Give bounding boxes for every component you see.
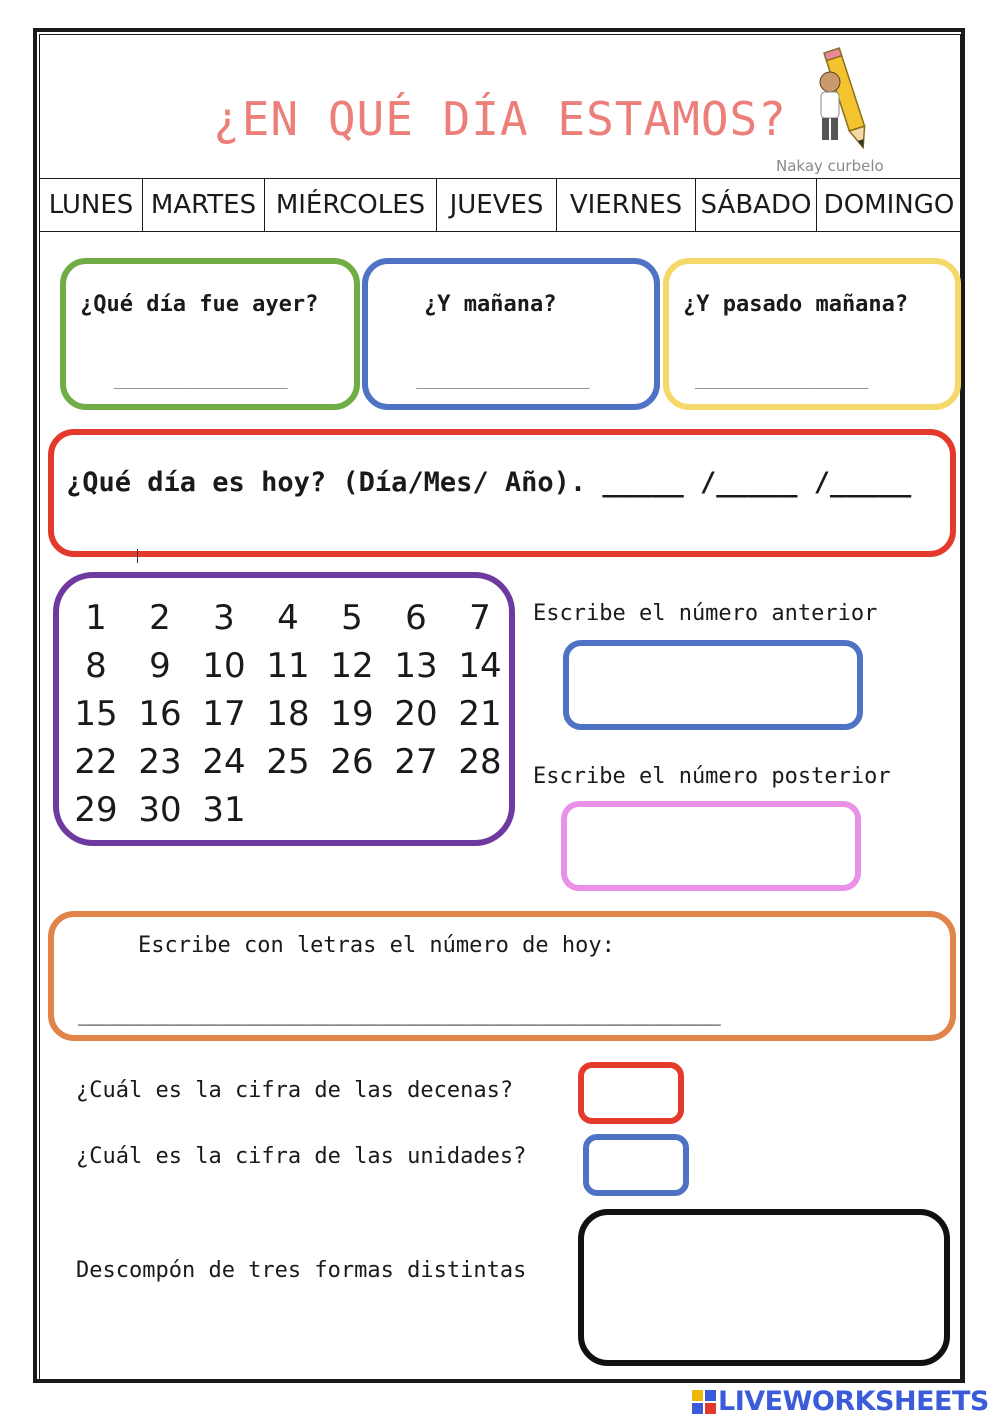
ayer-question: ¿Qué día fue ayer? [80,292,319,317]
day-miercoles[interactable]: MIÉRCOLES [265,179,437,231]
day-viernes[interactable]: VIERNES [557,179,696,231]
manana-answer-line[interactable]: ____________________ [416,370,589,389]
unidades-answer-box[interactable] [583,1134,689,1196]
calendar-day[interactable]: 16 [138,694,182,734]
pasado-question: ¿Y pasado mañana? [683,292,909,317]
calendar-day[interactable]: 4 [277,598,299,638]
calendar-row [64,790,512,838]
day-martes[interactable]: MARTES [143,179,265,231]
calendar-day[interactable]: 15 [74,694,118,734]
descompon-answer-box[interactable] [578,1209,950,1366]
calendar-day[interactable]: 10 [202,646,246,686]
manana-box [362,258,660,410]
author-credit: Nakay curbelo [776,157,884,175]
decenas-question: ¿Cuál es la cifra de las decenas? [76,1078,514,1103]
calendar-day[interactable]: 19 [330,694,374,734]
calendar-day[interactable]: 11 [266,646,310,686]
calendar-row [64,694,512,742]
calendar-day[interactable]: 6 [405,598,427,638]
calendar-day[interactable]: 23 [138,742,182,782]
calendar-day[interactable]: 22 [74,742,118,782]
hoy-box [48,429,956,557]
letras-answer-line[interactable]: ____________________________________________________ [78,1001,720,1026]
posterior-answer-box[interactable] [561,801,861,891]
letras-box [48,911,956,1041]
calendar-row [64,742,512,790]
pasado-answer-line[interactable]: ____________________ [695,370,868,389]
calendar-day[interactable]: 31 [202,790,246,830]
hoy-question[interactable]: ¿Qué día es hoy? (Día/Mes/ Año). _____ /_____ /_____ [66,467,912,498]
anterior-label: Escribe el número anterior [533,601,878,626]
calendar-day[interactable]: 12 [330,646,374,686]
calendar-day[interactable]: 27 [394,742,438,782]
anterior-answer-box[interactable] [563,640,863,730]
calendar-day[interactable]: 30 [138,790,182,830]
text-cursor [137,549,138,563]
day-lunes[interactable]: LUNES [40,179,143,231]
calendar-day[interactable]: 7 [469,598,491,638]
decenas-answer-box[interactable] [578,1062,684,1124]
calendar-day[interactable]: 24 [202,742,246,782]
calendar-day[interactable]: 25 [266,742,310,782]
calendar-day[interactable]: 13 [394,646,438,686]
calendar-day[interactable]: 1 [85,598,107,638]
calendar-day[interactable]: 20 [394,694,438,734]
pasado-box [663,258,961,410]
day-sabado[interactable]: SÁBADO [696,179,817,231]
calendar-day[interactable]: 21 [458,694,502,734]
descompon-label: Descompón de tres formas distintas [76,1258,527,1283]
calendar-day[interactable]: 26 [330,742,374,782]
weekdays-row [40,178,962,232]
unidades-question: ¿Cuál es la cifra de las unidades? [76,1144,527,1169]
pencil-mascot-icon [808,46,880,156]
calendar-day[interactable]: 2 [149,598,171,638]
ayer-box [60,258,360,410]
manana-question: ¿Y mañana? [424,292,557,317]
calendar-day[interactable]: 29 [74,790,118,830]
brand-text: LIVEWORKSHEETS [718,1386,989,1417]
ayer-answer-line[interactable]: ____________________ [114,370,287,389]
calendar-day[interactable]: 14 [458,646,502,686]
calendar-grid [64,598,512,838]
calendar-day[interactable]: 17 [202,694,246,734]
calendar-row [64,646,512,694]
calendar-day[interactable]: 28 [458,742,502,782]
page-title: ¿EN QUÉ DÍA ESTAMOS? [213,92,787,146]
calendar-day[interactable]: 3 [213,598,235,638]
calendar-row [64,598,512,646]
calendar-day[interactable]: 9 [149,646,171,686]
day-jueves[interactable]: JUEVES [437,179,557,231]
liveworksheets-icon [692,1390,716,1414]
calendar-day[interactable]: 8 [85,646,107,686]
day-domingo[interactable]: DOMINGO [817,179,962,231]
calendar-day[interactable]: 5 [341,598,363,638]
posterior-label: Escribe el número posterior [533,764,891,789]
letras-label: Escribe con letras el número de hoy: [138,933,615,958]
calendar-day[interactable]: 18 [266,694,310,734]
liveworksheets-logo [692,1386,989,1417]
